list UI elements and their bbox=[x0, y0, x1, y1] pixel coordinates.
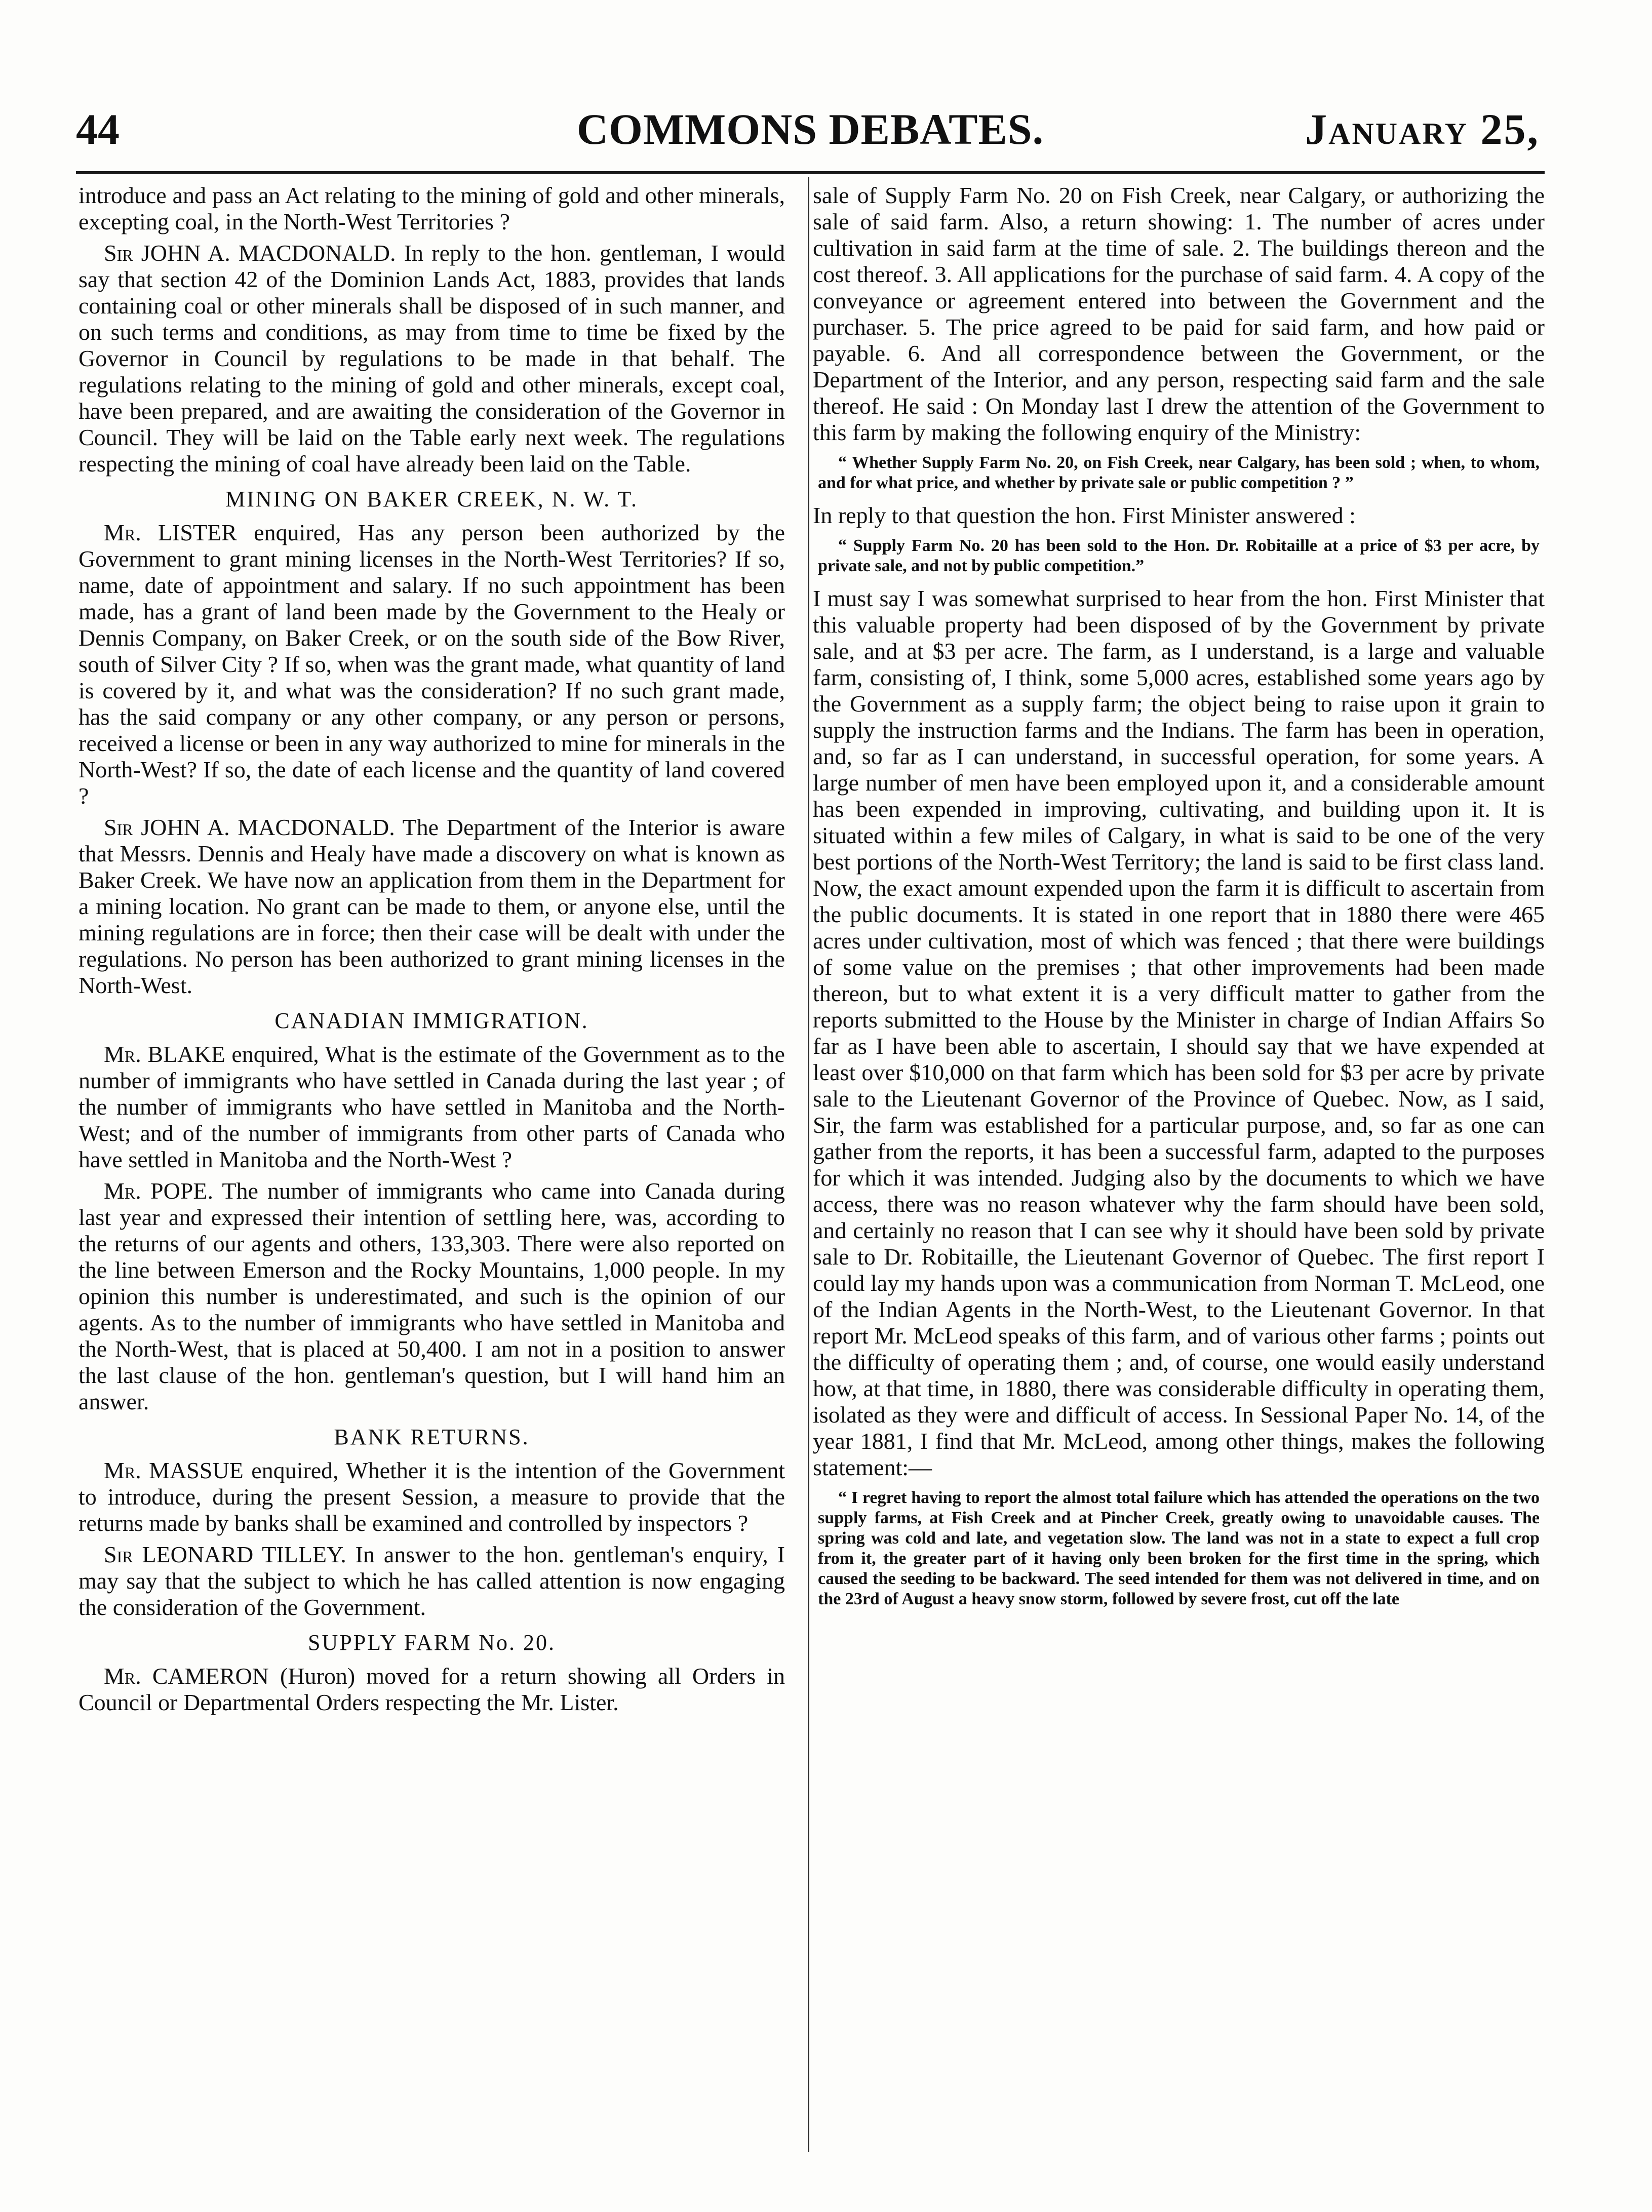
right-column bbox=[813, 182, 1545, 1618]
speaker-name: Mr. POPE. bbox=[104, 1178, 213, 1204]
block-quote: “ Supply Farm No. 20 has been sold to the Hon. Dr. Robitaille at a price of $3 per acre, by private sale, and not by public competition.” bbox=[818, 536, 1540, 575]
page-header bbox=[76, 104, 1545, 160]
speaker-name: Sir LEONARD TILLEY. bbox=[104, 1542, 346, 1567]
section-heading: CANADIAN IMMIGRATION. bbox=[274, 1008, 589, 1033]
header-rule bbox=[76, 171, 1545, 174]
section-heading: SUPPLY FARM No. 20. bbox=[307, 1630, 556, 1655]
header-date: January 25, bbox=[1305, 105, 1540, 153]
paragraph: introduce and pass an Act relating to the mining of gold and other minerals, excepting coal, in the North-West Territories ? bbox=[78, 182, 785, 234]
left-column bbox=[78, 182, 785, 1721]
paragraph: Sir LEONARD TILLEY. In answer to the hon. gentleman's enquiry, I may say that the subject to which he has called attention is now engaging the consideration of the Government. bbox=[78, 1542, 785, 1620]
page-number: 44 bbox=[76, 105, 120, 153]
speaker-name: Mr. LISTER bbox=[104, 520, 237, 545]
paragraph: Mr. MASSUE enquired, Whether it is the intention of the Government to introduce, during the present Session, a measure to provide that the returns made by banks shall be examined and controlled by inspectors ? bbox=[78, 1457, 785, 1536]
speaker-name: Mr. MASSUE bbox=[104, 1457, 244, 1483]
publication-title: COMMONS DEBATES. bbox=[576, 105, 1044, 153]
speaker-name: Mr. BLAKE bbox=[104, 1041, 225, 1067]
speaker-name: Sir JOHN A. MACDONALD. bbox=[104, 814, 395, 840]
block-quote: “ I regret having to report the almost total failure which has attended the operations on the two supply farms, at Fish Creek and at Pincher Creek, greatly owing to unavoidable causes. The spring was cold and late, and vegetation slow. The land was not in a state to expect a full crop from it, the greater part of it having only been broken for the first time in the spring, which caused the seeding to be backward. The seed intended for them was not delivered in time, and on the 23rd of August a heavy snow storm, followed by severe frost, cut off the late bbox=[818, 1488, 1540, 1608]
section-heading: BANK RETURNS. bbox=[334, 1425, 530, 1449]
paragraph: sale of Supply Farm No. 20 on Fish Creek, near Calgary, or authorizing the sale of said farm. Also, a return showing: 1. The number of acres under cultivation in said farm at the time of sale. 2. The buildings thereon and the cost thereof. 3. All applications for the purchase of said farm. 4. A copy of the conveyance or agreement entered into between the Government and the purchaser. 5. The price agreed to be paid for said farm, and how paid or payable. 6. And all correspondence between the Government, or the Department of the Interior, and any person, respecting said farm and the sale thereof. He said : On Monday last I drew the attention of the Government to this farm by making the following enquiry of the Ministry: bbox=[813, 182, 1545, 445]
column-divider bbox=[808, 177, 809, 2152]
paragraph: Mr. LISTER enquired, Has any person been authorized by the Government to grant mining licenses in the North-West Territories? If so, name, date of appointment and salary. If no such appointment has been made, has a grant of land been made by the Government to the Healy or Dennis Company, on Baker Creek, or on the south side of the Bow River, south of Silver City ? If so, when was the grant made, what quantity of land is covered by it, and what was the consideration? If no such grant made, has the said company or any other company, or any person or persons, received a license or been in any way authorized to mine for minerals in the North-West? If so, the date of each license and the quantity of land covered ? bbox=[78, 520, 785, 809]
paragraph: I must say I was somewhat surprised to hear from the hon. First Minister that this valuable property had been disposed of by the Government by private sale, and at $3 per acre. The farm, as I understand, is a large and valuable farm, consisting of, I think, some 5,000 acres, established some years ago by the Government as a supply farm; the object being to raise upon it grain to supply the instruction farms and the Indians. The farm has been in operation, and, so far as I can understand, in successful operation, for some years. A large number of men have been employed upon it, and a considerable amount has been expended in improving, cultivating, and building upon it. It is situated within a few miles of Calgary, in what is said to be one of the very best portions of the North-West Territory; the land is said to be first class land. Now, the exact amount expended upon the farm it is difficult to ascertain from the public documents. It is stated in one report that in 1880 there were 465 acres under cultivation, most of which was fenced ; that there were buildings of some value on the premises ; that other improvements had been made thereon, but to what extent it is a very difficult matter to gather from the reports submitted to the House by the Minister in charge of Indian Affairs So far as I have been able to ascertain, I should say that we have expended at least over $10,000 on that farm which has been sold for $3 per acre by private sale to the Lieutenant Governor of the Province of Quebec. Now, as I said, Sir, the farm was established for a particular purpose, and, so far as one can gather from the reports, it has been a successful farm, adapted to the purposes for which it was intended. Judging also by the documents to which we have access, there was no reason whatever why the farm should have been sold, and certainly no reason that I can see why it should have been sold by private sale to Dr. Robitaille, the Lieutenant Governor of Quebec. The first report I could lay my hands upon was a communication from Norman T. McLeod, one of the Indian Agents in the North-West, to the Lieutenant Governor. In that report Mr. McLeod speaks of this farm, and of various other farms ; points out the difficulty of operating them ; and, of course, one would easily understand how, at that time, in 1880, there was considerable difficulty in operating them, isolated as they were and difficult of access. In Sessional Paper No. 14, of the year 1881, I find that Mr. McLeod, among other things, makes the following statement:— bbox=[813, 585, 1545, 1480]
paragraph: Mr. POPE. The number of immigrants who came into Canada during last year and expressed their intention of settling here, was, according to the returns of our agents and others, 133,303. There were also reported on the line between Emerson and the Rocky Mountains, 1,000 people. In my opinion this number is underestimated, and such is the opinion of our agents. As to the number of immigrants who have settled in Manitoba and the North-West, that is placed at 50,400. I am not in a position to answer the last clause of the hon. gentleman's question, but I will hand him an answer. bbox=[78, 1178, 785, 1414]
paragraph: Mr. CAMERON (Huron) moved for a return showing all Orders in Council or Departmental Orders respecting the Mr. Lister. bbox=[78, 1663, 785, 1715]
speaker-name: Mr. CAMERON bbox=[104, 1663, 269, 1689]
block-quote: “ Whether Supply Farm No. 20, on Fish Creek, near Calgary, has been sold ; when, to whom, and for what price, and whether by private sale or public competition ? ” bbox=[818, 453, 1540, 492]
paragraph: Sir JOHN A. MACDONALD. In reply to the hon. gentleman, I would say that section 42 of the Dominion Lands Act, 1883, provides that lands containing coal or other minerals shall be disposed of in such manner, and on such terms and conditions, as may from time to time be fixed by the Governor in Council by regulations to be made in that behalf. The regulations relating to the mining of gold and other minerals, except coal, have been prepared, and are awaiting the consideration of the Governor in Council. They will be laid on the Table early next week. The regulations respecting the mining of coal have already been laid on the Table. bbox=[78, 240, 785, 477]
paragraph: Mr. BLAKE enquired, What is the estimate of the Government as to the number of immigrants who have settled in Canada during the last year ; of the number of immigrants who have settled in Manitoba and the North-West; and of the number of immigrants from other parts of Canada who have settled in Manitoba and the North-West ? bbox=[78, 1041, 785, 1172]
paragraph: Sir JOHN A. MACDONALD. The Department of the Interior is aware that Messrs. Dennis and Healy have made a discovery on what is known as Baker Creek. We have now an application from them in the Department for a mining location. No grant can be made to them, or anyone else, until the mining regulations are in force; then their case will be dealt with under the regulations. No person has been authorized to grant mining licenses in the North-West. bbox=[78, 814, 785, 998]
section-heading: MINING ON BAKER CREEK, N. W. T. bbox=[225, 487, 638, 511]
paragraph: In reply to that question the hon. First Minister answered : bbox=[813, 502, 1356, 528]
speaker-name: Sir JOHN A. MACDONALD. bbox=[104, 240, 396, 266]
